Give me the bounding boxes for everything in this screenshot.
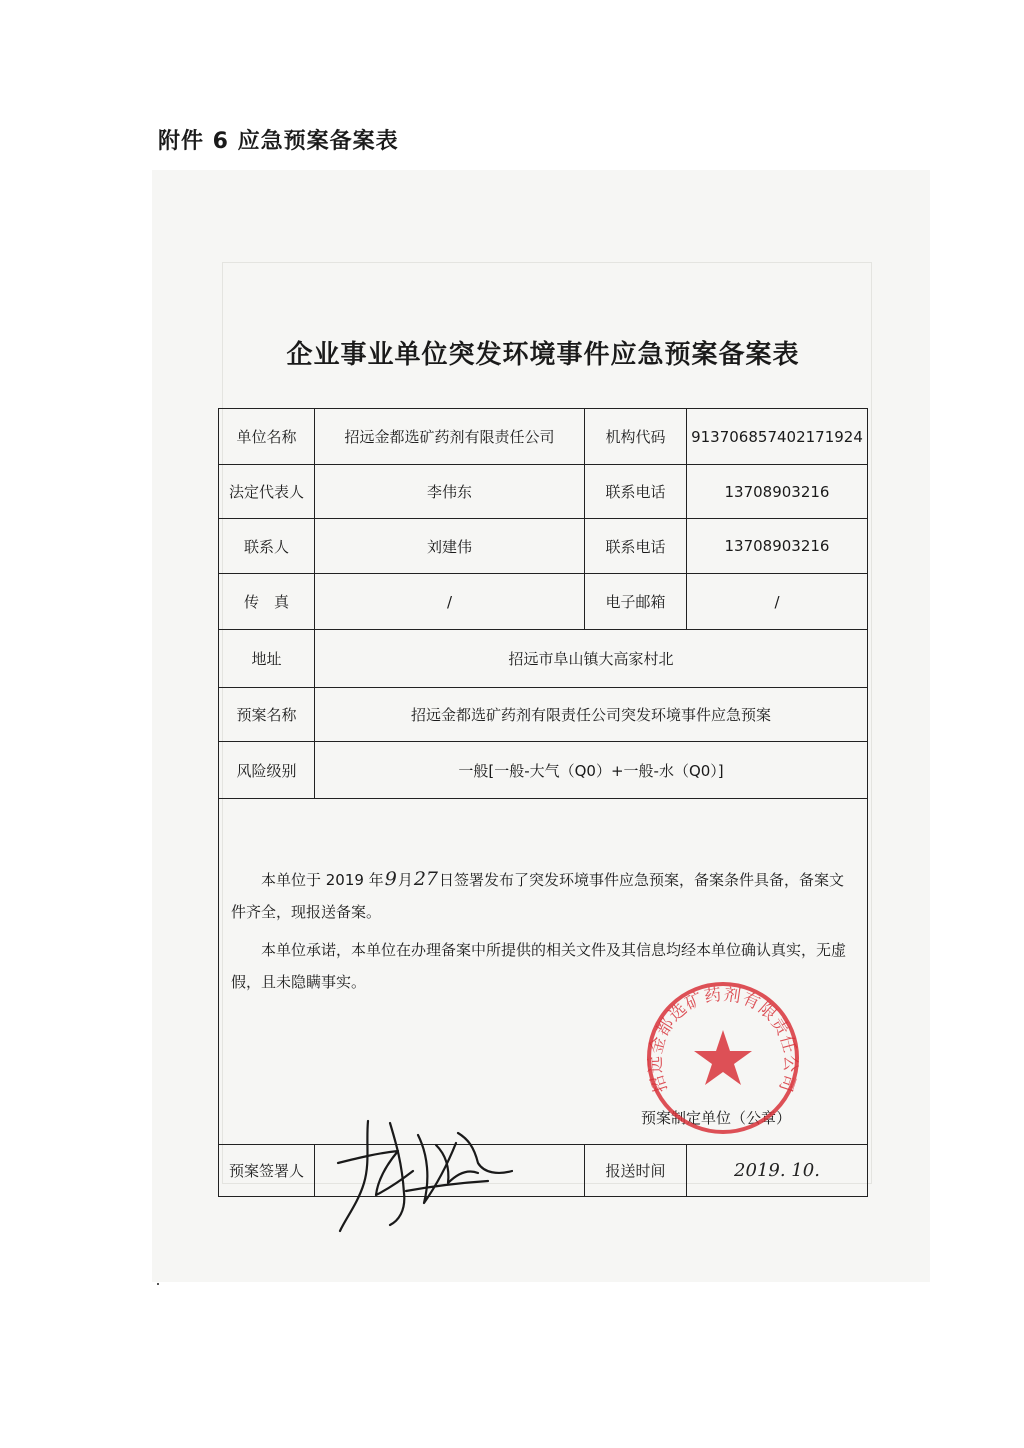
org-code-value: 913706857402171924 — [687, 409, 868, 465]
email-label: 电子邮箱 — [585, 574, 687, 630]
address-label: 地址 — [219, 630, 315, 688]
phone2-value: 13708903216 — [687, 519, 868, 574]
table-row — [219, 630, 868, 688]
legal-rep-label: 法定代表人 — [219, 465, 315, 519]
table-row — [219, 519, 868, 574]
table-row — [219, 574, 868, 630]
submit-time-label: 报送时间 — [585, 1145, 687, 1197]
risk-level-label: 风险级别 — [219, 742, 315, 799]
table-row — [219, 1145, 868, 1197]
phone1-label: 联系电话 — [585, 465, 687, 519]
seal-label: 预案制定单位（公章） — [640, 1109, 791, 1127]
address-value: 招远市阜山镇大高家村北 — [315, 630, 868, 688]
email-value: / — [687, 574, 868, 630]
table-row — [219, 465, 868, 519]
decl-text-after: 日签署发布了突发环境事件应急预案，备案条件具备，备案文件齐全，现报送备案。 — [231, 871, 845, 921]
unit-name-label: 单位名称 — [219, 409, 315, 465]
page-dot — [157, 1283, 159, 1285]
contact-label: 联系人 — [219, 519, 315, 574]
unit-name-value: 招远金都选矿药剂有限责任公司 — [315, 409, 585, 465]
contact-value: 刘建伟 — [315, 519, 585, 574]
org-code-label: 机构代码 — [585, 409, 687, 465]
decl-text-month-char: 月 — [397, 871, 413, 889]
table-row — [219, 742, 868, 799]
form-title: 企业事业单位突发环境事件应急预案备案表 — [286, 340, 800, 370]
legal-rep-value: 李伟东 — [315, 465, 585, 519]
decl-text-before: 本单位于 2019 年 — [261, 871, 384, 889]
declaration-paragraph-2: 本单位承诺，本单位在办理备案中所提供的相关文件及其信息均经本单位确认真实，无虚假，且未隐瞒事实。 — [231, 941, 847, 991]
handwritten-signature — [318, 1103, 513, 1235]
fax-value: / — [315, 574, 585, 630]
company-seal-stamp — [640, 978, 803, 1138]
phone2-label: 联系电话 — [585, 519, 687, 574]
seal-star-icon — [694, 1030, 752, 1085]
handwritten-month: 9 — [384, 868, 397, 890]
risk-level-value: 一般[一般-大气（Q0）+一般-水（Q0）] — [315, 742, 868, 799]
handwritten-day: 27 — [413, 868, 439, 890]
handwritten-submit-time: 2019. 10. — [734, 1160, 820, 1181]
declaration-paragraph-1 — [219, 863, 867, 928]
attachment-heading: 附件 6 应急预案备案表 — [158, 129, 399, 154]
submit-time-value — [687, 1145, 868, 1197]
signer-label: 预案签署人 — [219, 1145, 315, 1197]
table-row — [219, 688, 868, 742]
table-row — [219, 409, 868, 465]
seal-text: 招远金都选矿药剂有限责任公司 — [645, 984, 801, 1095]
plan-name-value: 招远金都选矿药剂有限责任公司突发环境事件应急预案 — [315, 688, 868, 742]
plan-name-label: 预案名称 — [219, 688, 315, 742]
phone1-value: 13708903216 — [687, 465, 868, 519]
fax-label: 传 真 — [219, 574, 315, 630]
